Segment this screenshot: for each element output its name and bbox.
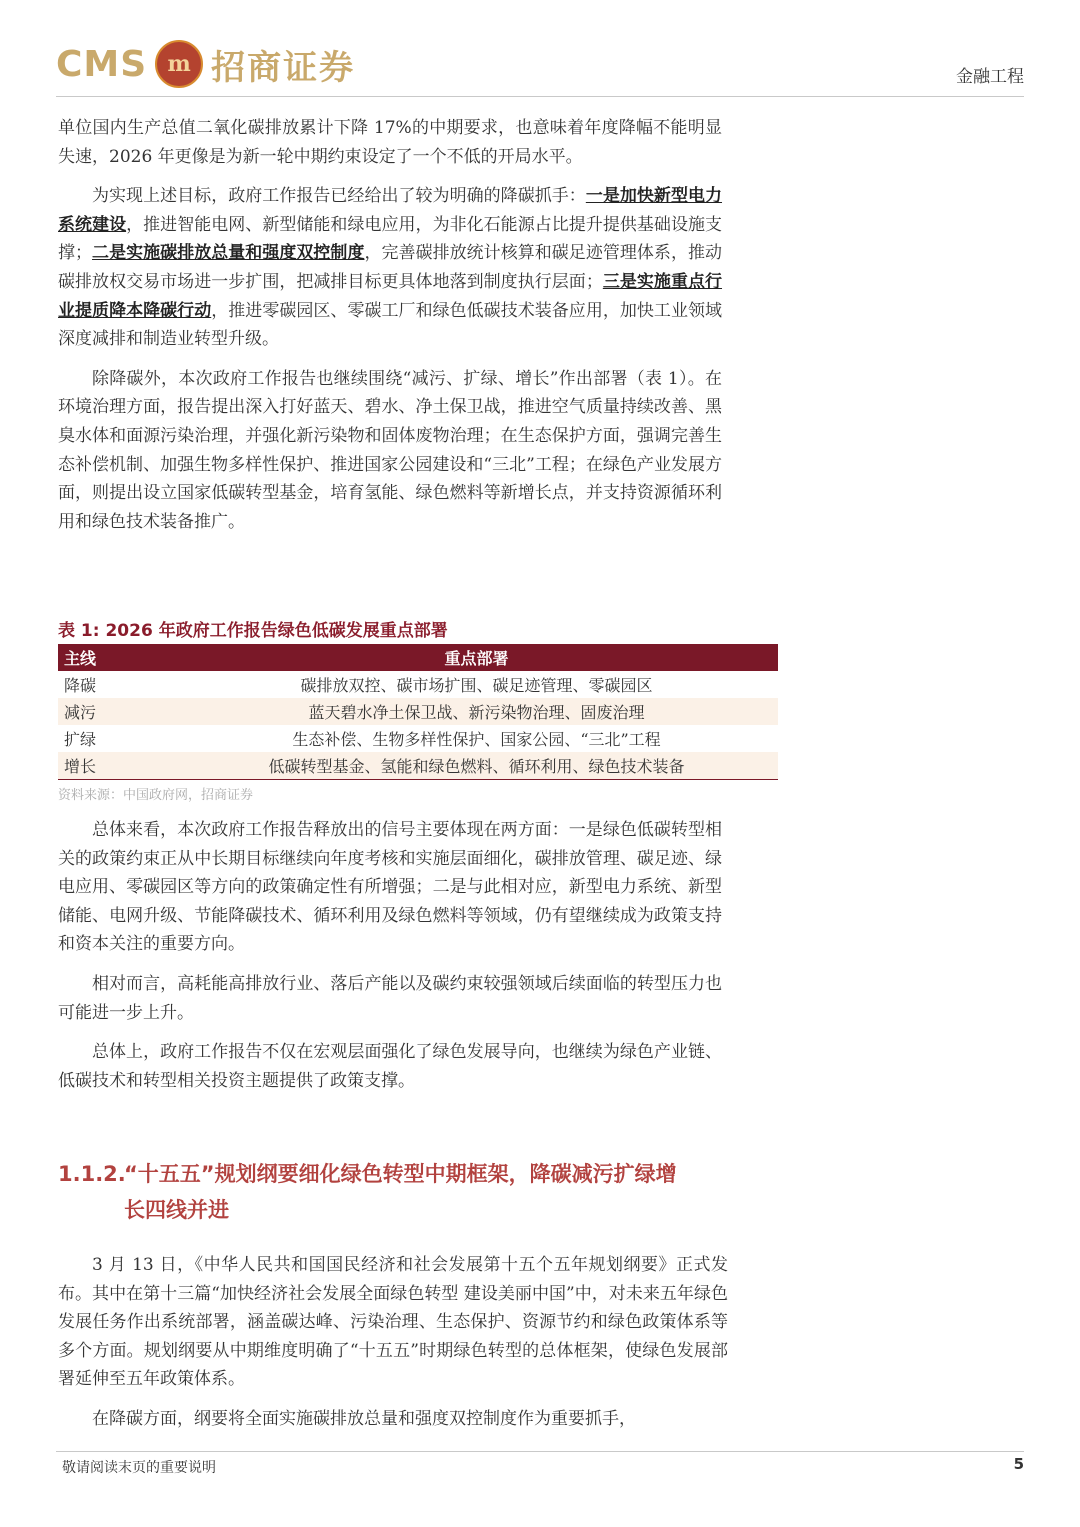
- body-section-top: [58, 114, 722, 547]
- text-run: 为实现上述目标，政府工作报告已经给出了较为明确的降碳抓手：: [92, 186, 586, 207]
- deployment-table-block: [58, 618, 778, 803]
- deployment-table: [58, 644, 778, 780]
- highlight-text: 二是实施碳排放总量和强度双控制度: [92, 243, 365, 264]
- page-number: 5: [1013, 1455, 1024, 1473]
- table-row: [58, 671, 778, 698]
- table-row: [58, 725, 778, 752]
- text-run: ，完善碳排放统计核算和碳足迹管理体系，推动碳排放权交易市场进一步扩围，把减排目标更具体地落到制度执行层面；: [58, 243, 723, 292]
- section-label: 金融工程: [956, 67, 1024, 87]
- paragraph: 总体上，政府工作报告不仅在宏观层面强化了绿色发展导向，也继续为绿色产业链、低碳技术和转型相关投资主题提供了政策支撑。: [58, 1042, 722, 1091]
- table-cell: 扩绿: [64, 730, 97, 749]
- paragraph: 总体来看，本次政府工作报告释放出的信号主要体现在两方面：一是绿色低碳转型相关的政策约束正从中长期目标继续向年度考核和实施层面细化，碳排放管理、碳足迹、绿电应用、零碳园区等方向的政策确定性有所增强；二是与此相对应，新型电力系统、新型储能、电网升级、节能降碳技术、循环利用及绿色燃料等领域，仍有望继续成为政策支持和资本关注的重要方向。: [58, 820, 722, 955]
- table-cell: 低碳转型基金、氢能和绿色燃料、循环利用、绿色技术装备: [175, 752, 778, 780]
- paragraph: 3 月 13 日，《中华人民共和国国民经济和社会发展第十五个五年规划纲要》正式发布。其中在第十三篇“加快经济社会发展全面绿色转型 建设美丽中国”中，对未来五年绿色发展任务作出系统部署，涵盖碳达峰、污染治理、生态保护、资源节约和绿色政策体系等多个方面。规划纲要从中期维度明确了“十五五”时期绿色转型的总体框架，使绿色发展部署延伸至五年政策体系。: [58, 1255, 728, 1390]
- cms-logo: [56, 40, 355, 88]
- paragraph: 单位国内生产总值二氧化碳排放累计下降 17%的中期要求，也意味着年度降幅不能明显失速，2026 年更像是为新一轮中期约束设定了一个不低的开局水平。: [58, 118, 722, 167]
- page-header: [56, 36, 1024, 96]
- table-row: [58, 752, 778, 780]
- table-title: 表 1: 2026 年政府工作报告绿色低碳发展重点部署: [58, 621, 448, 641]
- paragraph: 除降碳外，本次政府工作报告也继续围绕“减污、扩绿、增长”作出部署（表 1）。在环境治理方面，报告提出深入打好蓝天、碧水、净土保卫战，推进空气质量持续改善、黑臭水体和面源污染治理，并强化新污染物和固体废物治理；在生态保护方面，强调完善生态补偿机制、加强生物多样性保护、推进国家公园建设和“三北”工程；在绿色产业发展方面，则提出设立国家低碳转型基金，培育氢能、绿色燃料等新增长点，并支持资源循环利用和绿色技术装备推广。: [58, 368, 722, 532]
- footer-note: 敬请阅读末页的重要说明: [62, 1460, 216, 1476]
- table-header-cell: 主线: [64, 649, 97, 668]
- highlight-text: 三是实施重点行业提质降本降碳行动: [58, 271, 723, 321]
- paragraph-measures: [58, 182, 722, 354]
- table-header-row: [58, 644, 778, 671]
- logo-chinese-text: 招商证券: [211, 47, 356, 88]
- text-run: ，推进智能电网、新型储能和绿电应用，为非化石能源占比提升提供基础设施支撑；: [58, 214, 723, 264]
- logo-latin-text: CMS: [56, 43, 148, 85]
- table-header-cell: 重点部署: [444, 649, 509, 668]
- table-cell: 减污: [64, 703, 97, 722]
- text-run: ，推进零碳园区、零碳工厂和绿色低碳技术装备应用，加快工业领域深度减排和制造业转型升级。: [58, 300, 723, 350]
- footer-divider: [56, 1451, 1024, 1452]
- table-cell: 碳排放双控、碳市场扩围、碳足迹管理、零碳园区: [300, 676, 653, 695]
- paragraph: 相对而言，高耗能高排放行业、落后产能以及碳约束较强领域后续面临的转型压力也可能进一步上升。: [58, 973, 722, 1023]
- table-cell: 降碳: [64, 676, 97, 695]
- highlight-text: 一是加快新型电力系统建设: [58, 186, 723, 235]
- table-cell: 生态补偿、生物多样性保护、国家公园、“三北”工程: [292, 730, 661, 749]
- heading-number: 1.1.2.: [58, 1162, 126, 1186]
- body-section-bottom: [58, 1251, 728, 1445]
- table-source: 资料来源：中国政府网，招商证券: [58, 788, 254, 803]
- section-heading: [58, 1156, 738, 1228]
- paragraph: 在降碳方面，纲要将全面实施碳排放总量和强度双控制度作为重要抓手，: [92, 1408, 636, 1429]
- logo-seal-icon: m: [155, 40, 203, 88]
- body-section-middle: [58, 816, 722, 1106]
- table-row: [58, 698, 778, 725]
- table-cell: 增长: [58, 752, 175, 780]
- heading-line2: 长四线并进: [124, 1198, 229, 1222]
- heading-line1: “十五五”规划纲要细化绿色转型中期框架，降碳减污扩绿增: [124, 1162, 677, 1186]
- header-divider: [56, 96, 1024, 97]
- table-cell: 蓝天碧水净土保卫战、新污染物治理、固废治理: [308, 703, 645, 722]
